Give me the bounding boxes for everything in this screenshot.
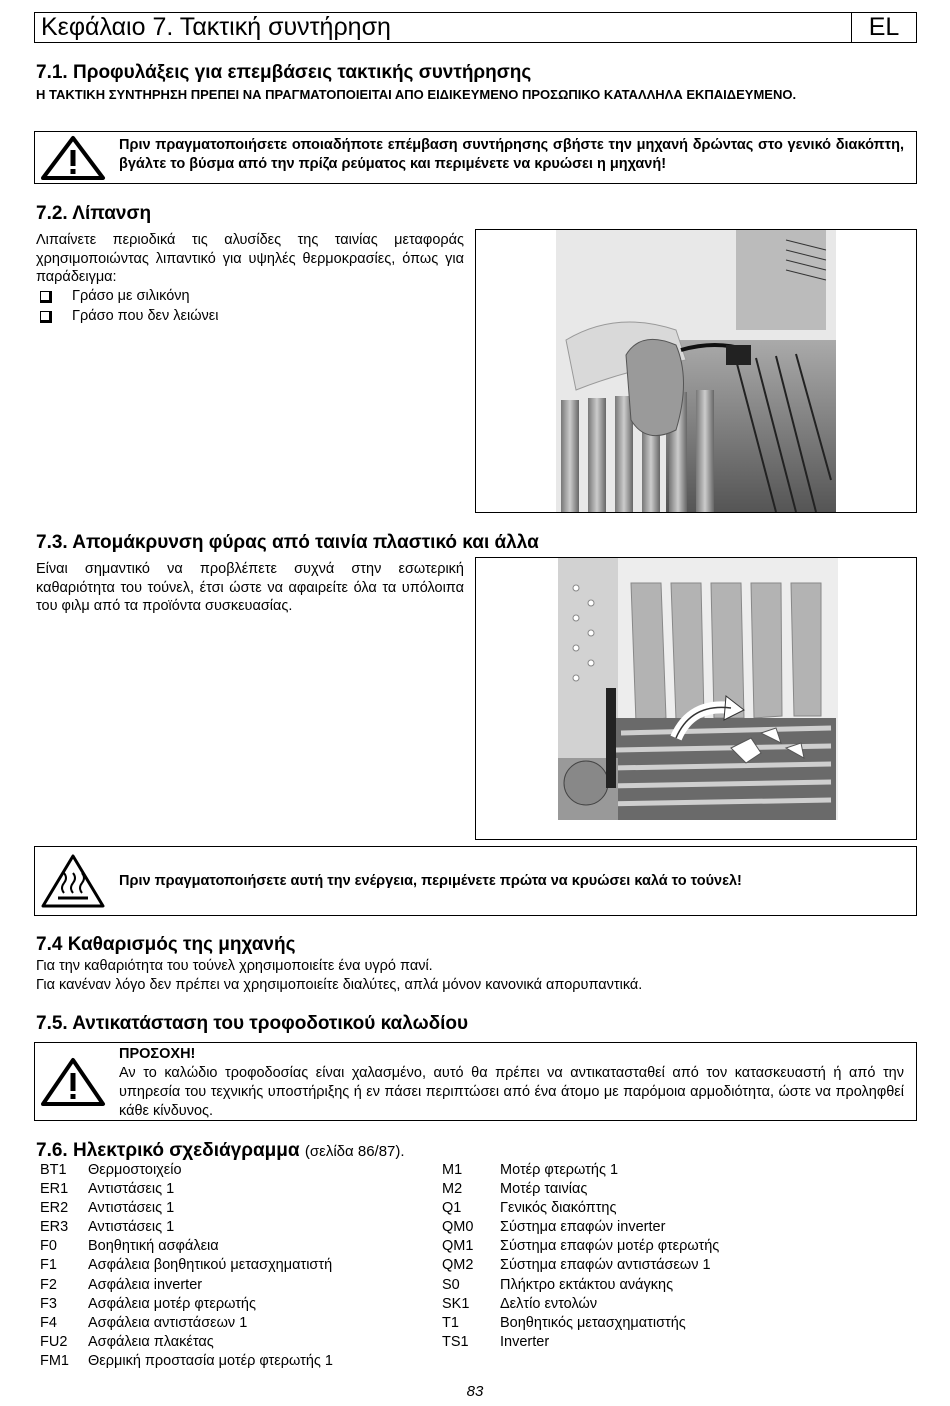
- legend-desc: Αντιστάσεις 1: [88, 1181, 175, 1198]
- legend-row: [36, 1256, 333, 1275]
- legend-desc: Αντιστάσεις 1: [88, 1219, 175, 1236]
- legend-code: TS1: [442, 1333, 469, 1350]
- lubrication-text: Λιπαίνετε περιοδικά τις αλυσίδες της ταινίας μεταφοράς χρησιμοποιώντας λιπαντικό για υψηλές θερμοκρασίες, όπως για παράδειγμα:: [36, 232, 464, 285]
- warning-text-cable: Αν το καλώδιο τροφοδοσίας είναι χαλασμένο, αυτό θα πρέπει να αντικατασταθεί από τον κατασκευαστή ή από την υπηρεσία του τεχνικής υποστήριξης ή εν πάσει περιπτώσει από ένα άτομο με παρόμοια αρμοδιότητα, ώστε να προληφθεί κάθε κίνδυνος.: [119, 1065, 904, 1119]
- list-item-label: Γράσο με σιλικόνη: [72, 288, 190, 304]
- legend-code: F4: [40, 1314, 57, 1331]
- legend-code: ER3: [40, 1219, 69, 1236]
- list-item: [40, 307, 219, 326]
- legend-row: [36, 1180, 333, 1199]
- legend-code: F1: [40, 1257, 57, 1274]
- warning-text-hot-surface: Πριν πραγματοποιήσετε αυτή την ενέργεια, περιμένετε πρώτα να κρυώσει καλά το τούνελ!: [119, 872, 742, 889]
- warning-box-hot-surface: [34, 846, 917, 916]
- chapter-header: [34, 12, 917, 43]
- legend-row: [36, 1352, 333, 1371]
- legend-row: [436, 1180, 719, 1199]
- legend-desc: Ασφάλεια inverter: [88, 1276, 203, 1293]
- legend-code: F0: [40, 1238, 57, 1255]
- checkbox-bullet-icon: [40, 291, 50, 301]
- legend-desc: Σύστημα επαφών αντιστάσεων 1: [500, 1257, 711, 1274]
- legend-code: F2: [40, 1276, 57, 1293]
- warning-box-cable: [34, 1042, 917, 1121]
- legend-desc: Βοηθητικός μετασχηματιστής: [500, 1314, 686, 1331]
- legend-code: BT1: [40, 1162, 67, 1178]
- legend-row: [436, 1295, 719, 1314]
- legend-code: FM1: [40, 1352, 69, 1369]
- legend-code: Q1: [442, 1200, 462, 1217]
- legend-row: [36, 1276, 333, 1295]
- legend-code: SK1: [442, 1295, 470, 1312]
- legend-row: [36, 1218, 333, 1237]
- page-reference: (σελίδα 86/87).: [304, 1143, 405, 1160]
- legend-desc: Ασφάλεια βοηθητικού μετασχηματιστή: [88, 1257, 333, 1274]
- legend-code: FU2: [40, 1333, 68, 1350]
- section-heading-7-3: 7.3. Απομάκρυνση φύρας από ταινία πλαστικό και άλλα: [36, 532, 539, 553]
- section-heading-7-5: 7.5. Αντικατάσταση του τροφοδοτικού καλωδίου: [36, 1013, 469, 1034]
- maintenance-notice: Η ΤΑΚΤΙΚΗ ΣΥΝΤΗΡΗΣΗ ΠΡΕΠΕΙ ΝΑ ΠΡΑΓΜΑΤΟΠΟΙΕΙΤΑΙ ΑΠΟ ΕΙΔΙΚΕΥΜΕΝΟ ΠΡΟΣΩΠΙΚΟ ΚΑΤΑΛΛΗΛΑ ΕΚΠΑΙΔΕΥΜΕΝΟ.: [36, 87, 797, 102]
- legend-desc: Πλήκτρο εκτάκτου ανάγκης: [500, 1276, 674, 1293]
- legend-row: [36, 1161, 333, 1180]
- list-item-label: Γράσο που δεν λειώνει: [72, 308, 219, 324]
- list-item: [40, 287, 190, 306]
- section-heading-7-6: [36, 1140, 405, 1163]
- hot-surface-icon: [35, 847, 111, 915]
- cleaning-line: Για την καθαριότητα του τούνελ χρησιμοποιείτε ένα υγρό πανί.: [36, 958, 433, 974]
- legend-code: ER1: [40, 1181, 69, 1198]
- warning-text-power: Πριν πραγματοποιήσετε οποιαδήποτε επέμβαση συντήρησης σβήστε την μηχανή δρώντας στο γενικό διακόπτη, βγάλτε το βύσμα από την πρίζα ρεύματος και περιμένετε να κρυώσει η μηχανή!: [119, 137, 904, 172]
- legend-row: [36, 1237, 333, 1256]
- legend-desc: Σύστημα επαφών μοτέρ φτερωτής: [500, 1238, 720, 1255]
- legend-code: M1: [442, 1162, 463, 1178]
- legend-right: [436, 1161, 719, 1352]
- warning-box-power: [34, 131, 917, 184]
- legend-desc: Ασφάλεια πλακέτας: [88, 1333, 214, 1350]
- legend-row: [436, 1314, 719, 1333]
- legend-code: QM1: [442, 1238, 474, 1255]
- legend-desc: Θερμική προστασία μοτέρ φτερωτής 1: [88, 1352, 333, 1369]
- section-heading-text: 7.6. Ηλεκτρικό σχεδιάγραμμα: [36, 1140, 300, 1161]
- legend-desc: Ασφάλεια μοτέρ φτερωτής: [88, 1295, 256, 1312]
- legend-desc: Αντιστάσεις 1: [88, 1200, 175, 1217]
- cleaning-line: Για κανέναν λόγο δεν πρέπει να χρησιμοποιείτε διαλύτες, απλά μόνον κανονικά απορυπαντικά.: [36, 977, 643, 993]
- legend-left: [36, 1161, 333, 1371]
- legend-code: T1: [442, 1314, 459, 1331]
- legend-row: [436, 1199, 719, 1218]
- language-code: EL: [868, 13, 900, 41]
- legend-desc: Μοτέρ φτερωτής 1: [500, 1162, 619, 1178]
- page-number: 83: [466, 1383, 484, 1400]
- legend-desc: Βοηθητική ασφάλεια: [88, 1238, 219, 1255]
- section-heading-7-2: 7.2. Λίπανση: [36, 203, 152, 224]
- checkbox-bullet-icon: [40, 311, 50, 321]
- warning-title: ΠΡΟΣΟΧΗ!: [119, 1046, 196, 1062]
- section-heading-7-4: 7.4 Καθαρισμός της μηχανής: [36, 934, 296, 955]
- legend-row: [36, 1333, 333, 1352]
- legend-desc: Γενικός διακόπτης: [500, 1200, 617, 1217]
- warning-triangle-icon: [35, 132, 111, 183]
- legend-row: [436, 1218, 719, 1237]
- section-heading-7-1: 7.1. Προφυλάξεις για επεμβάσεις τακτικής συντήρησης: [36, 62, 532, 83]
- legend-code: QM2: [442, 1257, 474, 1274]
- legend-row: [436, 1333, 719, 1352]
- legend-desc: Ασφάλεια αντιστάσεων 1: [88, 1314, 248, 1331]
- legend-desc: Inverter: [500, 1333, 550, 1350]
- legend-desc: Θερμοστοιχείο: [88, 1162, 182, 1178]
- waste-removal-text: Είναι σημαντικό να προβλέπετε συχνά στην εσωτερική καθαριότητα του τούνελ, έτσι ώστε να αφαιρείτε όλα τα υπόλοιπα του φιλμ από τα προϊόντα συσκευασίας.: [36, 561, 464, 614]
- legend-desc: Δελτίο εντολών: [500, 1295, 598, 1312]
- legend-code: M2: [442, 1181, 463, 1198]
- warning-triangle-icon: [35, 1043, 111, 1120]
- legend-code: ER2: [40, 1200, 69, 1217]
- legend-row: [436, 1256, 719, 1275]
- legend-desc: Σύστημα επαφών inverter: [500, 1219, 666, 1236]
- legend-code: F3: [40, 1295, 57, 1312]
- legend-row: [436, 1237, 719, 1256]
- legend-row: [36, 1199, 333, 1218]
- tunnel-interior-photo: [475, 557, 917, 840]
- legend-row: [36, 1295, 333, 1314]
- legend-desc: Μοτέρ ταινίας: [500, 1181, 588, 1198]
- legend-row: [36, 1314, 333, 1333]
- legend-code: QM0: [442, 1219, 474, 1236]
- legend-row: [436, 1161, 719, 1180]
- legend-row: [436, 1276, 719, 1295]
- lubrication-photo: [475, 229, 917, 513]
- chapter-title: Κεφάλαιο 7. Τακτική συντήρηση: [35, 13, 852, 42]
- legend-code: S0: [442, 1276, 460, 1293]
